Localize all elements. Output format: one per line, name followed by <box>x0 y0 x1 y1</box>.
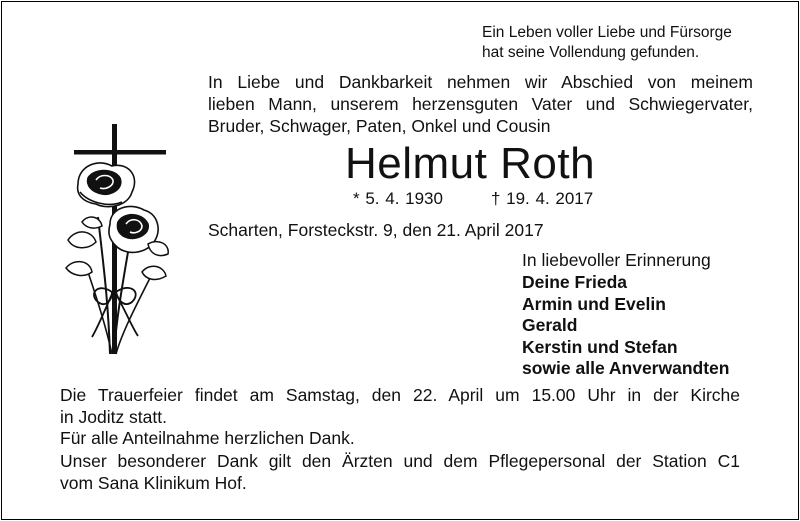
funeral-line-1: Die Trauerfeier findet am Samstag, den 22. April um 15.00 Uhr in der Kirche <box>60 385 740 405</box>
intro-text <box>208 71 753 137</box>
motto-line-1: Ein Leben voller Liebe und Fürsorge <box>482 24 732 41</box>
signer-name: Gerald <box>522 315 578 335</box>
signer-name: Deine Frieda <box>522 272 628 292</box>
deceased-name: Helmut Roth <box>345 139 596 188</box>
signature-list <box>522 272 729 380</box>
signer-name: Armin und Evelin <box>522 293 666 314</box>
intro-line-3: Bruder, Schwager, Paten, Onkel und Cousin <box>208 116 551 136</box>
signer-name: Kerstin und Stefan <box>522 336 678 357</box>
birth-date: * 5. 4. 1930 <box>353 189 443 208</box>
motto-line-2: hat seine Vollendung gefunden. <box>482 44 700 61</box>
motto <box>482 23 732 63</box>
special-thanks <box>60 450 740 494</box>
intro-line-1: In Liebe und Dankbarkeit nehmen wir Abschied von meinem <box>208 72 753 92</box>
special-thanks-line-1: Unser besonderer Dank gilt den Ärzten und dem Pflegepersonal der Station C1 <box>60 451 740 471</box>
cross-with-roses-icon <box>58 122 178 367</box>
signature-heading: In liebevoller Erinnerung <box>522 250 711 270</box>
thanks-line: Für alle Anteilnahme herzlichen Dank. <box>60 428 355 448</box>
death-date: † 19. 4. 2017 <box>490 189 594 208</box>
funeral-notice <box>60 384 740 428</box>
place-date: Scharten, Forsteckstr. 9, den 21. April 2017 <box>208 220 544 240</box>
signer-name: sowie alle Anverwandten <box>522 358 730 378</box>
life-dates <box>353 188 593 210</box>
intro-line-2: lieben Mann, unserem herzensguten Vater und Schwiegervater, <box>208 94 753 114</box>
special-thanks-line-2: vom Sana Klinikum Hof. <box>60 473 247 493</box>
funeral-line-2: in Joditz statt. <box>60 407 167 427</box>
